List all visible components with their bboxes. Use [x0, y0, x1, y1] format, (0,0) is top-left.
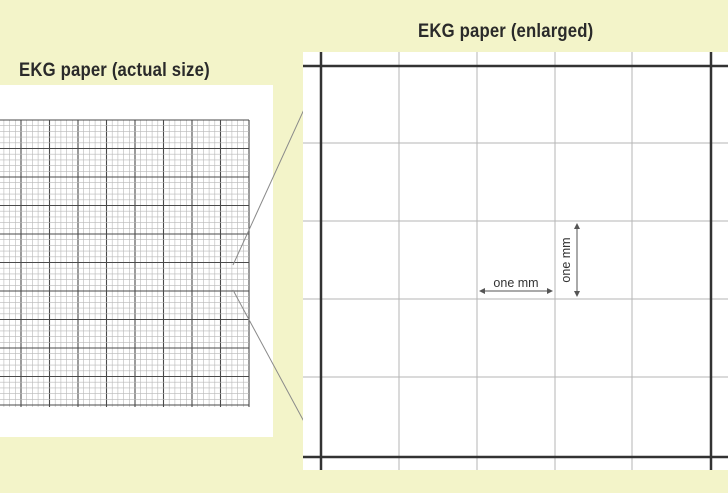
actual-size-paper — [0, 85, 273, 437]
enlarged-title: EKG paper (enlarged) — [418, 21, 594, 42]
enlarged-paper — [303, 52, 728, 470]
vertical-mm-label: one mm — [559, 237, 573, 283]
enlarged-paper-sheet — [303, 52, 728, 470]
actual-size-title: EKG paper (actual size) — [19, 60, 210, 81]
horizontal-mm-label: one mm — [493, 276, 539, 290]
